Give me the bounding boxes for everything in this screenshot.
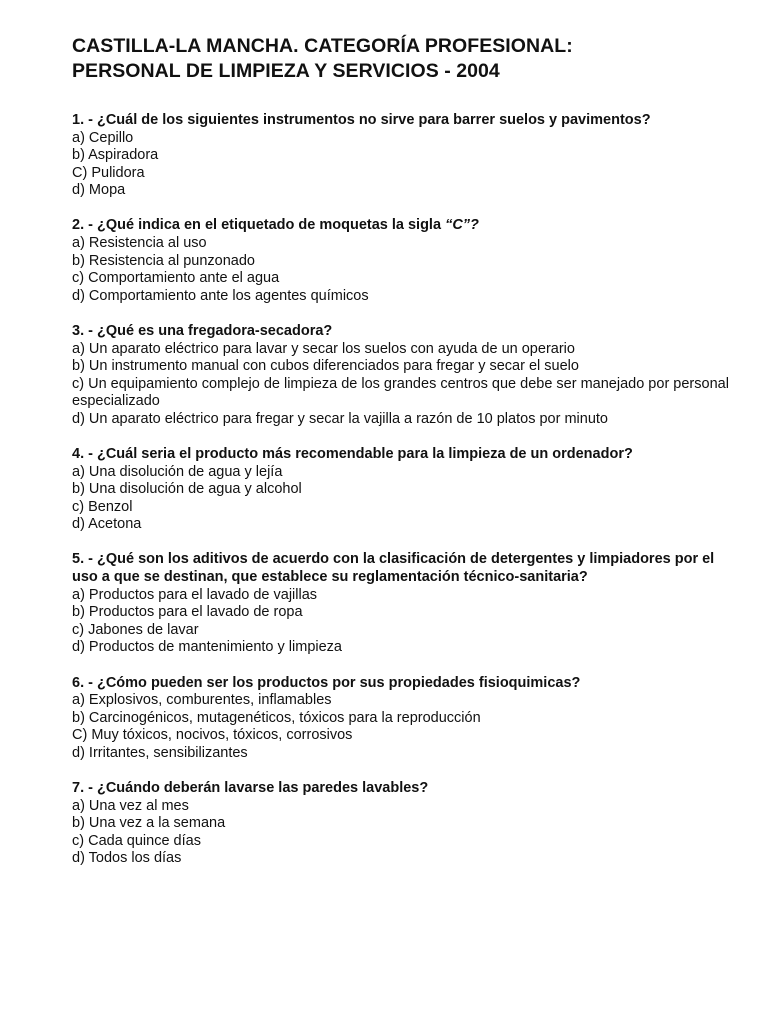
answer-option-c: c) Un equipamiento complejo de limpieza de los grandes centros que debe ser manejado por personal especializado — [72, 375, 729, 410]
answer-option-c: c) Benzol — [72, 498, 133, 515]
question-3 — [72, 323, 742, 429]
answer-option-b: b) Carcinogénicos, mutagenéticos, tóxicos para la reproducción — [72, 709, 481, 726]
answer-option-b: b) Aspiradora — [72, 147, 159, 164]
answer-option-d: d) Todos los días — [72, 850, 182, 867]
question-list — [72, 112, 742, 868]
answer-option-b: b) Una disolución de agua y alcohol — [72, 481, 302, 498]
answer-option-d: d) Un aparato eléctrico para fregar y secar la vajilla a razón de 10 platos por minuto — [72, 410, 608, 427]
document-title — [72, 34, 742, 84]
question-stem — [72, 217, 742, 235]
answer-option-a: a) Explosivos, comburentes, inflamables — [72, 692, 332, 709]
answer-option-a: a) Cepillo — [72, 129, 134, 146]
answer-option-d: d) Comportamiento ante los agentes químicos — [72, 287, 369, 304]
answer-option-a: a) Un aparato eléctrico para lavar y secar los suelos con ayuda de un operario — [72, 340, 575, 357]
question-stem: 3. - ¿Qué es una fregadora-secadora? — [72, 322, 333, 339]
question-stem-emphasis: “C”? — [445, 217, 479, 234]
answer-option-a: a) Productos para el lavado de vajillas — [72, 586, 318, 603]
answer-option-c: c) Comportamiento ante el agua — [72, 270, 280, 287]
question-5 — [72, 551, 742, 657]
document-page — [72, 34, 742, 885]
answer-option-c: c) Jabones de lavar — [72, 621, 199, 638]
question-4 — [72, 446, 742, 534]
answer-option-c: C) Muy tóxicos, nocivos, tóxicos, corrosivos — [72, 727, 353, 744]
answer-option-b: b) Resistencia al punzonado — [72, 252, 255, 269]
answer-option-d: d) Acetona — [72, 516, 142, 533]
answer-option-d: d) Mopa — [72, 182, 126, 199]
answer-option-d: d) Productos de mantenimiento y limpieza — [72, 639, 342, 656]
question-stem: 7. - ¿Cuándo deberán lavarse las paredes lavables? — [72, 780, 429, 796]
question-stem: 1. - ¿Cuál de los siguientes instrumentos no sirve para barrer suelos y pavimentos? — [72, 112, 651, 128]
question-2 — [72, 217, 742, 305]
answer-option-a: a) Una disolución de agua y lejía — [72, 463, 283, 480]
question-stem: 4. - ¿Cuál seria el producto más recomendable para la limpieza de un ordenador? — [72, 446, 633, 462]
question-7 — [72, 780, 742, 868]
answer-option-d: d) Irritantes, sensibilizantes — [72, 744, 248, 761]
answer-option-c: C) Pulidora — [72, 164, 145, 181]
title-line-2: PERSONAL DE LIMPIEZA Y SERVICIOS - 2004 — [72, 60, 500, 82]
question-stem: 6. - ¿Cómo pueden ser los productos por sus propiedades fisioquimicas? — [72, 674, 581, 691]
question-6 — [72, 675, 742, 763]
question-1 — [72, 112, 742, 200]
answer-option-a: a) Una vez al mes — [72, 797, 189, 814]
answer-option-a: a) Resistencia al uso — [72, 235, 207, 252]
answer-option-b: b) Una vez a la semana — [72, 815, 226, 832]
question-stem: 5. - ¿Qué son los aditivos de acuerdo con la clasificación de detergentes y limpiadores por el uso a que se destinan, que establece su reglamentación técnico-sanitaria? — [72, 551, 715, 586]
title-line-1: CASTILLA-LA MANCHA. CATEGORÍA PROFESIONAL: — [72, 35, 573, 57]
question-stem-text: 2. - ¿Qué indica en el etiquetado de moquetas la sigla — [72, 217, 446, 234]
answer-option-b: b) Un instrumento manual con cubos diferenciados para fregar y secar el suelo — [72, 358, 579, 375]
answer-option-b: b) Productos para el lavado de ropa — [72, 604, 303, 621]
answer-option-c: c) Cada quince días — [72, 832, 201, 849]
